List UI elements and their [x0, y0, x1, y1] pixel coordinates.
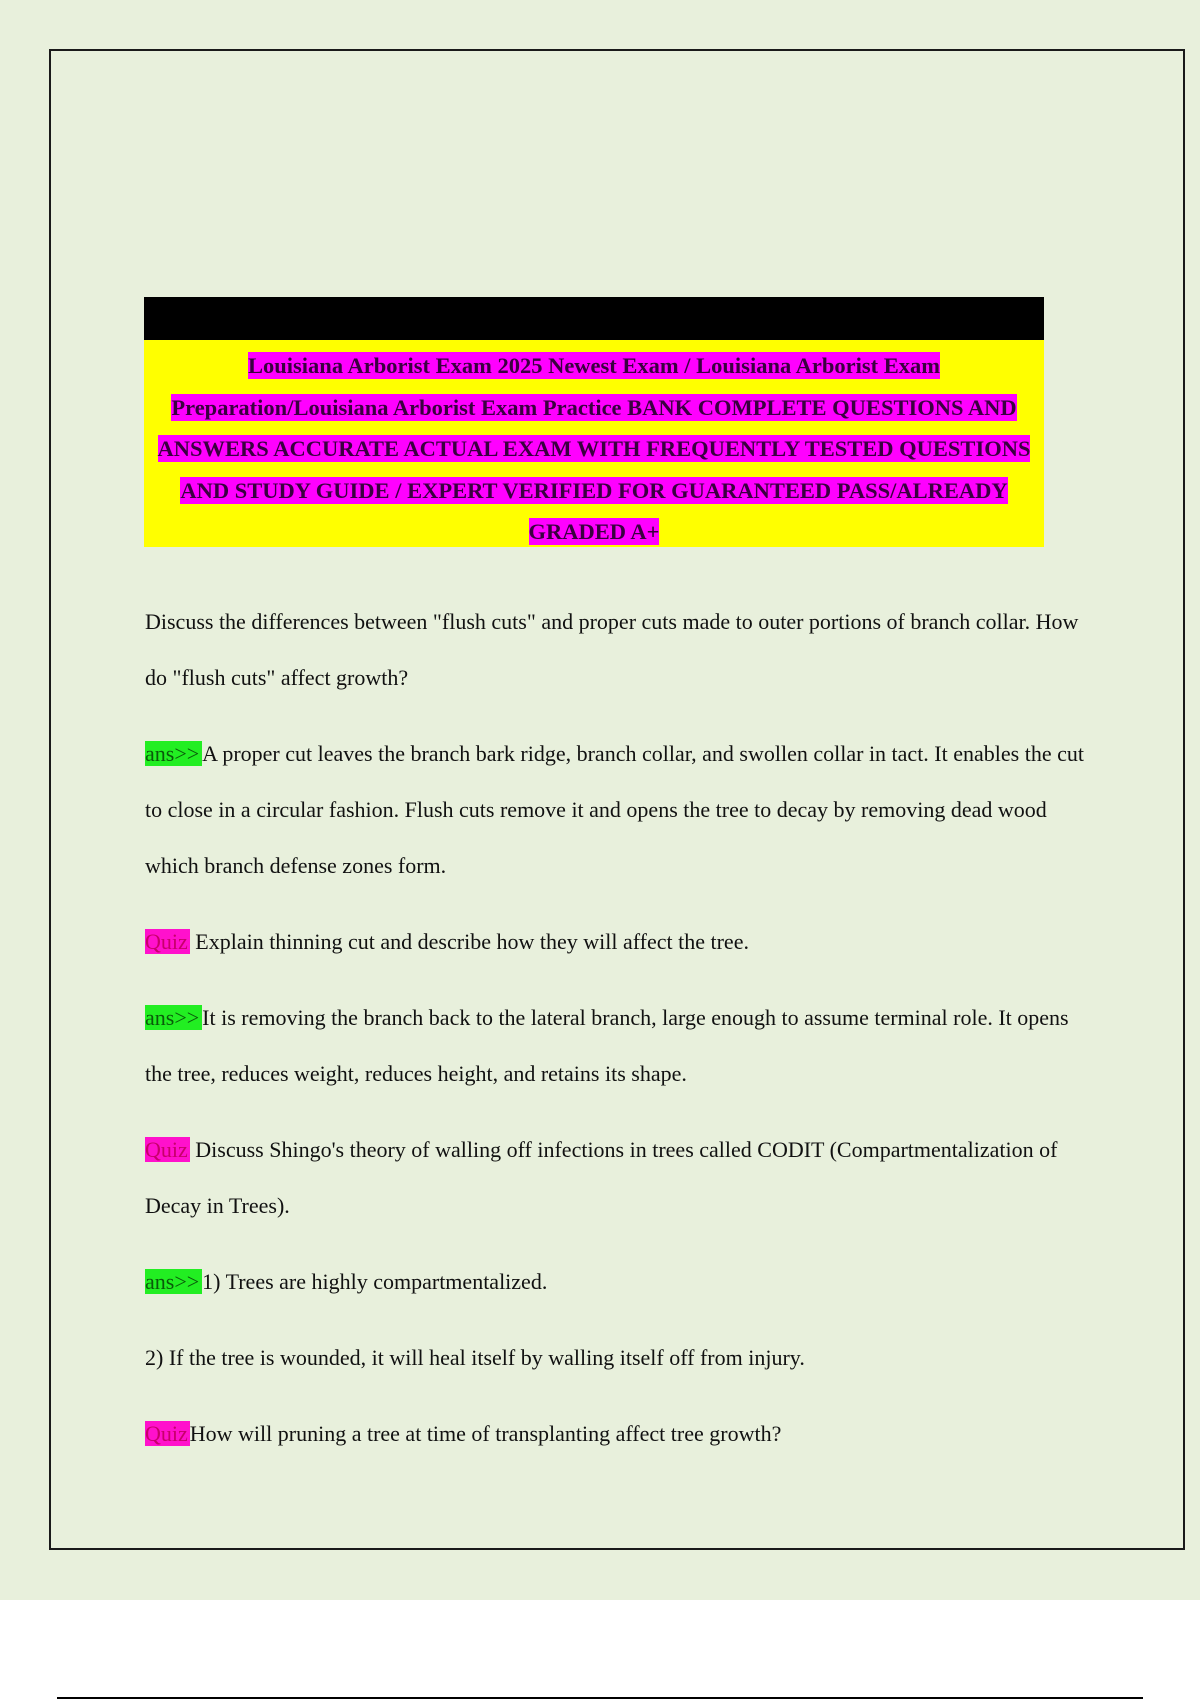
answer-3-line-2-text: 2) If the tree is wounded, it will heal itself by walling itself off from injury.	[145, 1345, 805, 1370]
document-body	[145, 594, 1095, 1482]
quiz-tag: Quiz	[145, 1421, 188, 1446]
answer-1-text: A proper cut leaves the branch bark ridge, branch collar, and swollen collar in tact. It enables the cut to close in a circular fashion. Flush cuts remove it and opens the tree to decay by removing dead wood which branch defense zones form.	[145, 741, 1084, 878]
question-3	[145, 1122, 1095, 1234]
quiz-tag: Quiz	[145, 929, 188, 954]
title-black-bar	[144, 297, 1044, 340]
answer-tag: ans>>	[145, 1005, 202, 1030]
question-2-text: Explain thinning cut and describe how they will affect the tree.	[189, 929, 749, 954]
question-4	[145, 1406, 1095, 1462]
answer-2	[145, 990, 1095, 1102]
answer-1	[145, 726, 1095, 894]
answer-3-line-2	[145, 1330, 1095, 1386]
question-4-text: How will pruning a tree at time of transplanting affect tree growth?	[189, 1421, 782, 1446]
document-title: Louisiana Arborist Exam 2025 Newest Exam / Louisiana Arborist Exam Preparation/Louisiana Arborist Exam Practice BANK COMPLETE QUESTIONS AND ANSWERS ACCURATE ACTUAL EXAM WITH FREQUENTLY TESTED QUESTIONS AND STUDY GUIDE / EXPERT VERIFIED FOR GUARANTEED PASS/ALREADY GRADED A+	[157, 353, 1031, 544]
footer-rule	[57, 1697, 1143, 1699]
answer-2-text: It is removing the branch back to the lateral branch, large enough to assume terminal role. It opens the tree, reduces weight, reduces height, and retains its shape.	[145, 1005, 1069, 1086]
question-1-text: Discuss the differences between "flush cuts" and proper cuts made to outer portions of branch collar. How do "flush cuts" affect growth?	[145, 609, 1079, 690]
question-3-text: Discuss Shingo's theory of walling off infections in trees called CODIT (Compartmentalization of Decay in Trees).	[145, 1137, 1058, 1218]
answer-3	[145, 1254, 1095, 1310]
answer-tag: ans>>	[145, 1269, 202, 1294]
question-2	[145, 914, 1095, 970]
answer-tag: ans>>	[145, 741, 202, 766]
answer-3-text: 1) Trees are highly compartmentalized.	[202, 1269, 548, 1294]
question-1	[145, 594, 1095, 706]
quiz-tag: Quiz	[145, 1137, 188, 1162]
title-block	[144, 297, 1044, 547]
title-box	[144, 340, 1044, 547]
